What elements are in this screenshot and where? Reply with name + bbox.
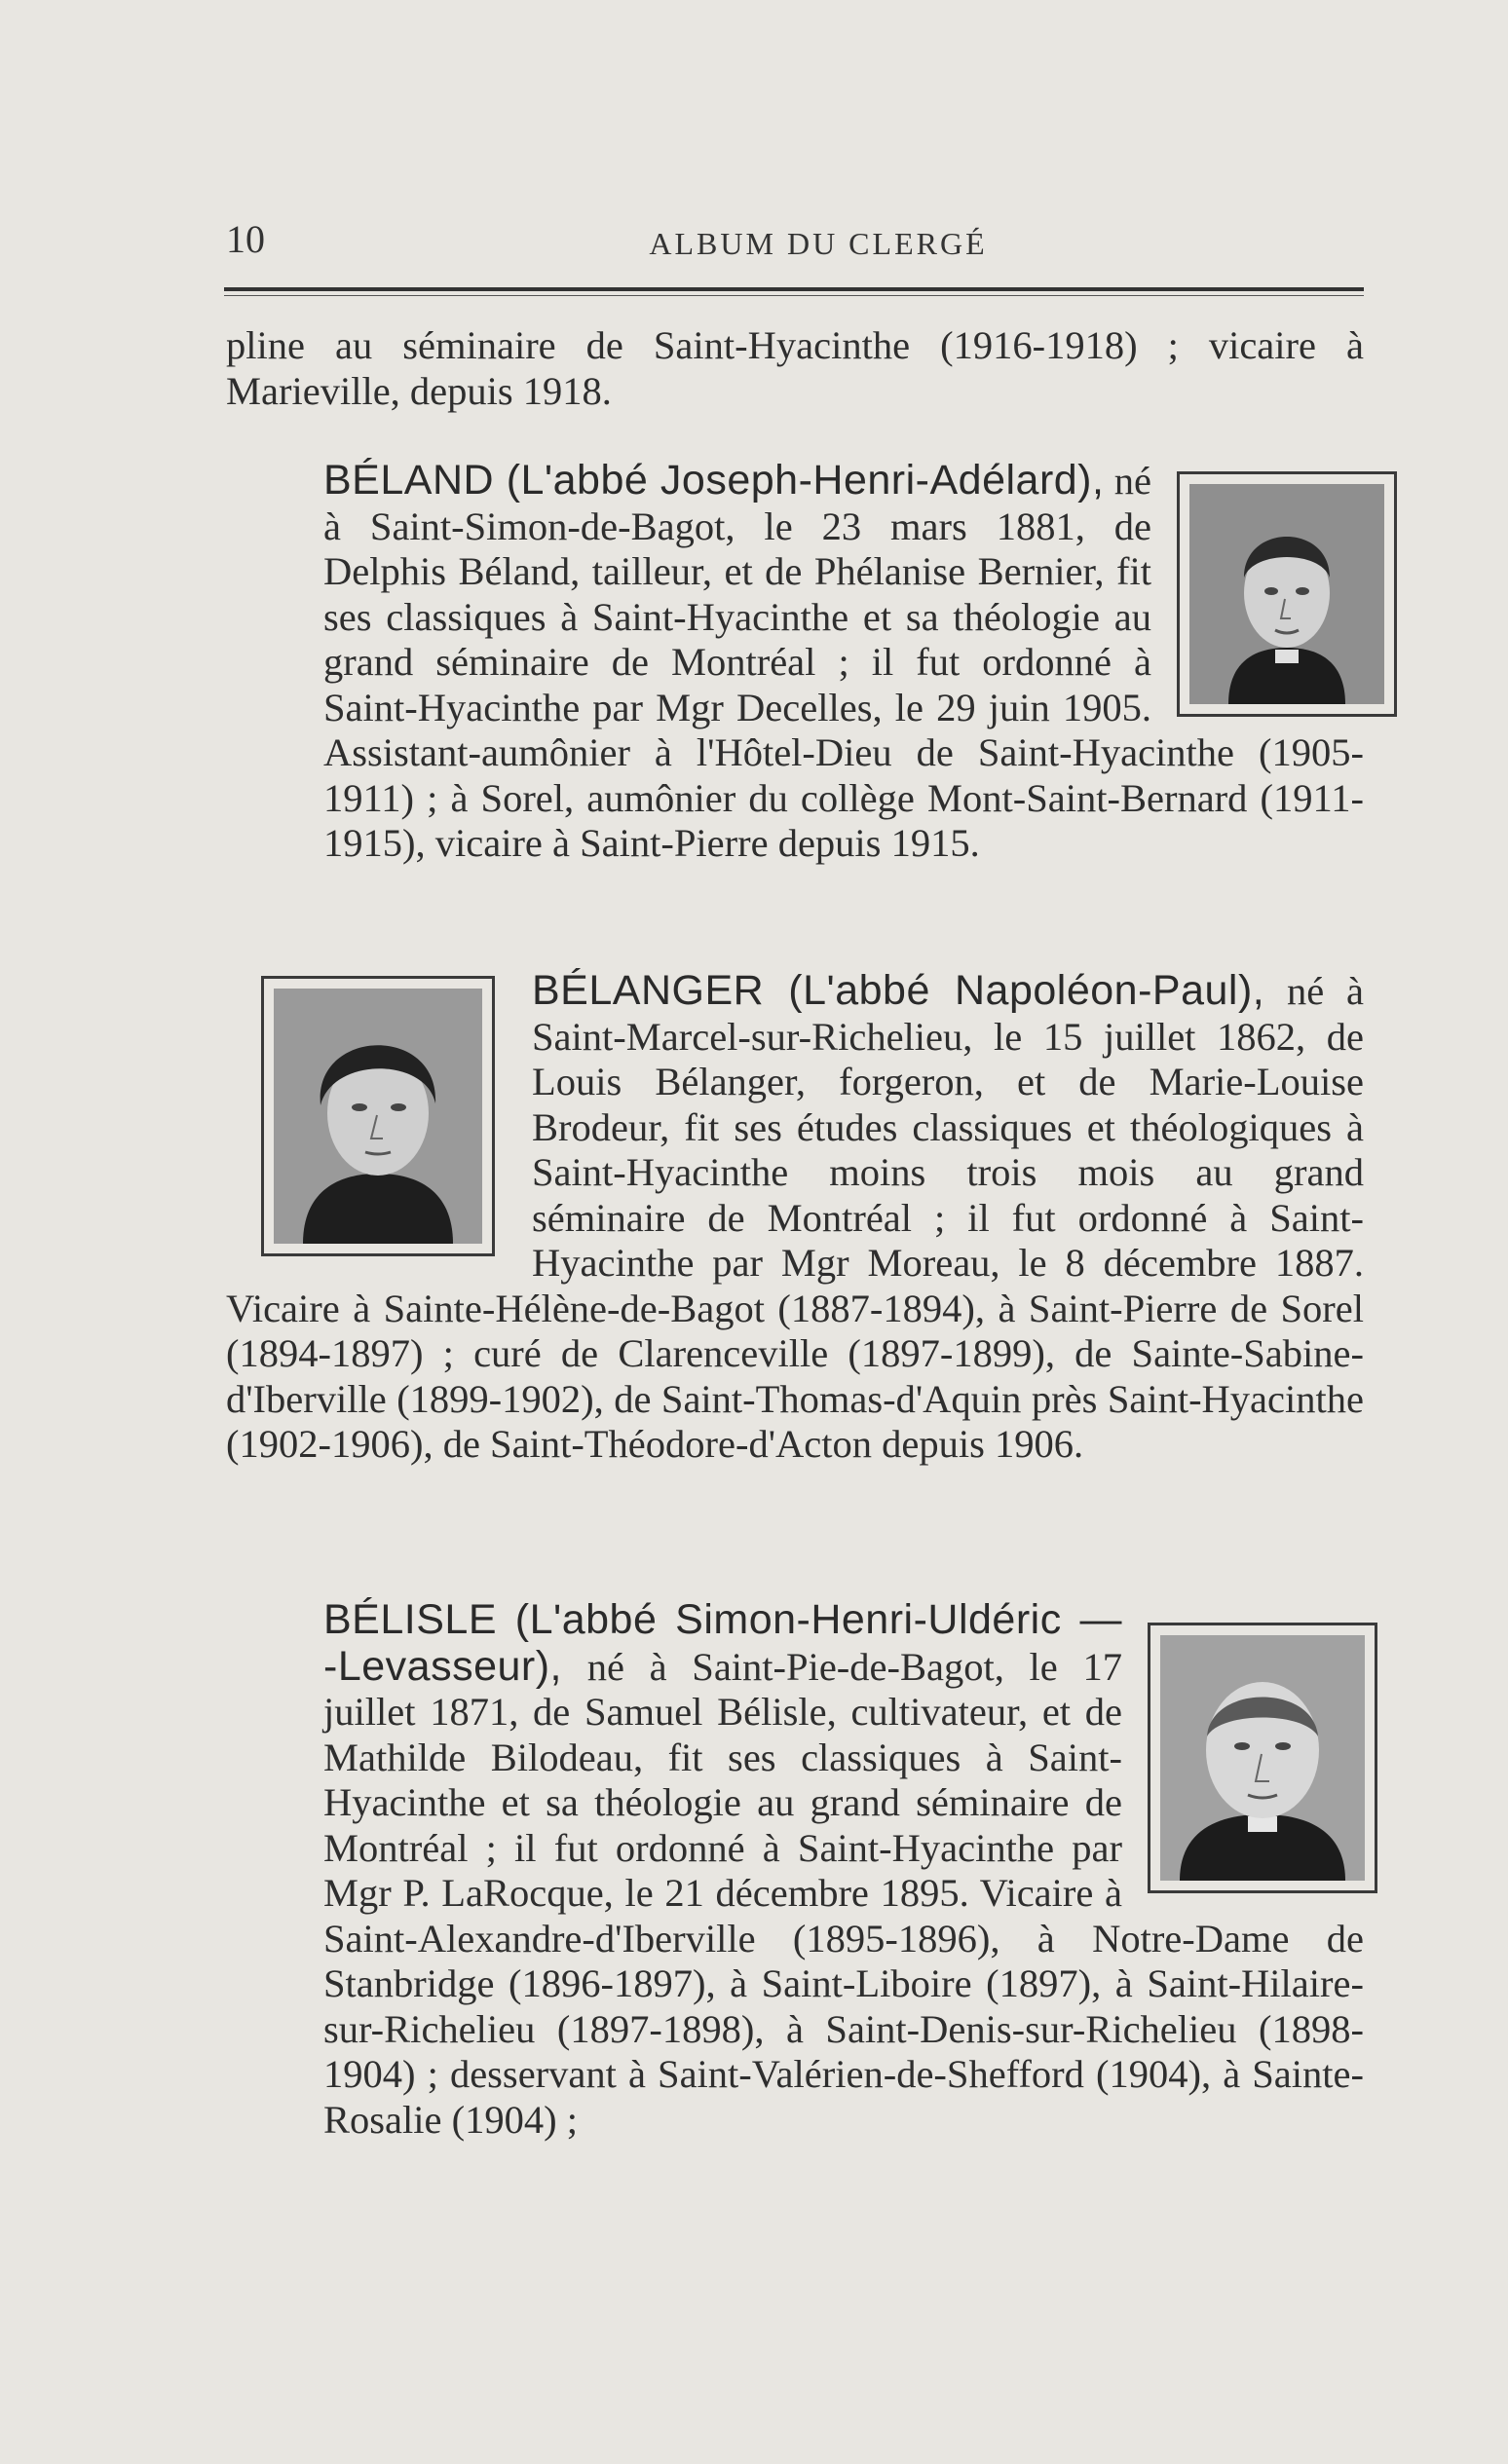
entry-belisle: [226, 1597, 1364, 2143]
portrait-image: [1160, 1635, 1365, 1881]
portrait-image: [1189, 484, 1384, 704]
page-number: 10: [226, 217, 265, 261]
portrait-belisle: [1148, 1623, 1377, 1893]
portrait-beland: [1177, 471, 1397, 717]
entry-heading: BÉLISLE (L'abbé Simon-Henri-Uldéric — -Levasseur),: [323, 1596, 1122, 1690]
entry-body: né à Saint-Marcel-sur-Richelieu, le 15 juillet 1862, de Louis Bélanger, forgeron, et de Marie-Louise Brodeur, fit ses études classiques et théologiques à Saint-Hyacinthe moins trois mois au grand séminaire de Montréal ; il fut ordonné à Saint-Hyacinthe par Mgr Moreau, le 8 décembre 1887. Vicaire à Sainte-Hélène-de-Bagot (1887-1894), à Saint-Pierre de Sorel (1894-1897) ; curé de Clarenceville (1897-1899), de Sainte-Sabine-d'Iberville (1899-1902), de Saint-Thomas-d'Aquin près Saint-Hyacinthe (1902-1906), de Saint-Théodore-d'Acton depuis 1906.: [226, 969, 1364, 1466]
entry-heading: BÉLANGER (L'abbé Napoléon-Paul),: [532, 967, 1265, 1014]
entry-body: né à Saint-Pie-de-Bagot, le 17 juillet 1871, de Samuel Bélisle, cultivateur, et de Mathilde Bilodeau, fit ses classiques à Saint-Hyacinthe et sa théologie au grand séminaire de Montréal ; il fut ordonné à Saint-Hyacinthe par Mgr P. LaRocque, le 21 décembre 1895. Vicaire à Saint-Alexandre-d'Iberville (1895-1896), à Notre-Dame de Stanbridge (1896-1897), à Saint-Liboire (1897), à Saint-Hilaire-sur-Richelieu (1897-1898), à Saint-Denis-sur-Richelieu (1898-1904) ; desservant à Saint-Valérien-de-Shefford (1904), à Sainte-Rosalie (1904) ;: [323, 1644, 1364, 2142]
entry-body: né à Saint-Simon-de-Bagot, le 23 mars 1881, de Delphis Béland, tailleur, et de Phélanise Bernier, fit ses classiques à Saint-Hyacinthe et sa théologie au grand séminaire de Montréal ; il fut ordonné à Saint-Hyacinthe par Mgr Decelles, le 29 juin 1905. Assistant-aumônier à l'Hôtel-Dieu de Saint-Hyacinthe (1905-1911) ; à Sorel, aumônier du collège Mont-Saint-Bernard (1911-1915), vicaire à Saint-Pierre depuis 1915.: [323, 459, 1364, 865]
intro-text: pline au séminaire de Saint-Hyacinthe (1916-1918) ; vicaire à Marieville, depuis 1918.: [226, 323, 1364, 413]
entry-heading: BÉLAND (L'abbé Joseph-Henri-Adélard),: [323, 457, 1105, 504]
running-title: ALBUM DU CLERGÉ: [649, 226, 988, 261]
header-rule-thin: [224, 295, 1364, 296]
header-rule: [224, 287, 1364, 291]
entry-belanger: [226, 968, 1364, 1468]
portrait-image: [274, 989, 482, 1244]
entry-beland: [226, 458, 1364, 867]
intro-paragraph: [226, 323, 1364, 414]
portrait-belanger: [261, 976, 495, 1256]
